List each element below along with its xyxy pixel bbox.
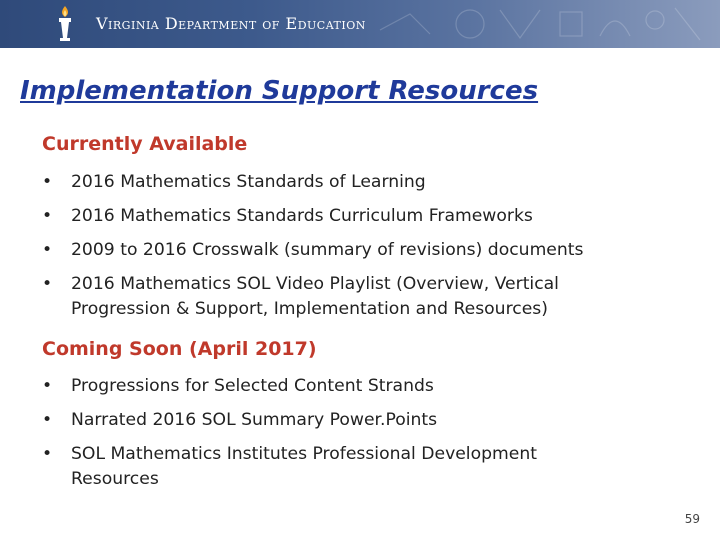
list-item-text: 2016 Mathematics Standards of Learning [71, 172, 426, 192]
list-item [42, 369, 682, 403]
bullet-icon: • [42, 376, 53, 396]
slide-title: Implementation Support Resources [20, 76, 539, 106]
list-item-text: 2016 Mathematics Standards Curriculum Frameworks [71, 206, 533, 226]
section-heading-currently-available: Currently Available [42, 133, 248, 155]
list-item-text: Narrated 2016 SOL Summary Power.Points [71, 410, 438, 430]
bullet-icon: • [42, 444, 53, 464]
coming-soon-list [42, 369, 682, 493]
list-item [42, 199, 682, 233]
list-item [42, 403, 682, 437]
list-item [42, 165, 682, 199]
bullet-icon: • [42, 410, 53, 430]
torch-icon [50, 4, 80, 44]
list-item-text: Progressions for Selected Content Strands [71, 376, 434, 396]
header-banner [0, 0, 720, 48]
list-item-text: 2009 to 2016 Crosswalk (summary of revisions) documents [71, 240, 584, 260]
list-item [42, 267, 682, 323]
list-item-text: SOL Mathematics Institutes Professional Development [71, 444, 537, 464]
list-item [42, 437, 682, 493]
bullet-icon: • [42, 206, 53, 226]
section-heading-coming-soon: Coming Soon (April 2017) [42, 338, 317, 360]
bullet-icon: • [42, 240, 53, 260]
currently-available-list [42, 165, 682, 323]
list-item [42, 233, 682, 267]
list-item-text-continued: Progression & Support, Implementation and Resources) [71, 299, 548, 319]
organization-name: Virginia Department of Education [96, 14, 366, 33]
bullet-icon: • [42, 172, 53, 192]
page-number: 59 [684, 512, 700, 526]
list-item-text-continued: Resources [71, 469, 159, 489]
bullet-icon: • [42, 274, 53, 294]
list-item-text: 2016 Mathematics SOL Video Playlist (Overview, Vertical [71, 274, 559, 294]
